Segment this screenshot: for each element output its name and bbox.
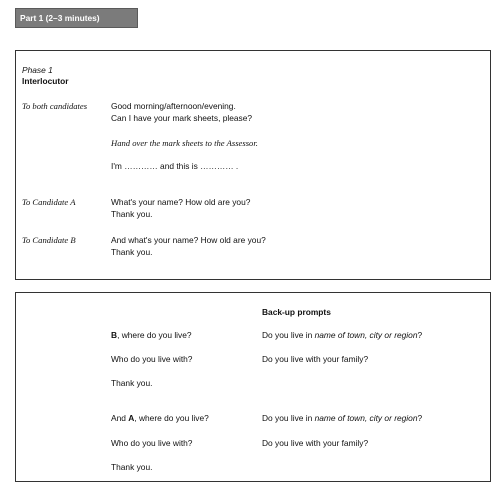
prompt-town-a <box>262 413 422 423</box>
thank-you-a: Thank you. <box>111 462 153 472</box>
candidate-b-thanks: Thank you. <box>111 247 153 257</box>
question-live-with-a: Who do you live with? <box>111 438 193 448</box>
addressee-both: To both candidates <box>22 101 88 111</box>
greeting-line: Good morning/afternoon/evening. <box>111 101 236 111</box>
candidate-b-letter: B <box>111 330 118 340</box>
candidate-a-letter: A <box>128 413 135 423</box>
question-where-live-b <box>111 330 192 340</box>
question-where-live-a <box>111 413 209 423</box>
backup-prompts-box <box>15 292 491 482</box>
question-text: , where do you live? <box>134 413 209 423</box>
prompt-text-end: ? <box>417 330 423 340</box>
intro-line: I'm ………… and this is ………… . <box>111 161 239 171</box>
addressee-candidate-b: To Candidate B <box>22 235 76 245</box>
prompt-text: Do you live in <box>262 330 315 340</box>
candidate-a-thanks: Thank you. <box>111 209 153 219</box>
mark-sheets-line: Can I have your mark sheets, please? <box>111 113 253 123</box>
candidate-a-question: What's your name? How old are you? <box>111 197 251 207</box>
prompt-family-a: Do you live with your family? <box>262 438 369 448</box>
backup-heading: Back-up prompts <box>262 307 331 317</box>
prompt-town-b <box>262 330 422 340</box>
prompt-text: Do you live in <box>262 413 315 423</box>
prompt-placeholder: name of town, city or region <box>314 330 418 340</box>
role-label: Interlocutor <box>22 76 69 86</box>
phase-label: Phase 1 <box>22 65 53 75</box>
phase-1-box <box>15 50 491 280</box>
prompt-text-end: ? <box>417 413 423 423</box>
question-text: , where do you live? <box>117 330 192 340</box>
candidate-b-question: And what's your name? How old are you? <box>111 235 266 245</box>
instruction-line: Hand over the mark sheets to the Assessor. <box>111 138 258 148</box>
prompt-family-b: Do you live with your family? <box>262 354 369 364</box>
question-prefix: And <box>111 413 129 423</box>
question-live-with-b: Who do you live with? <box>111 354 193 364</box>
addressee-candidate-a: To Candidate A <box>22 197 76 207</box>
part-header: Part 1 (2–3 minutes) <box>15 8 138 28</box>
prompt-placeholder: name of town, city or region <box>314 413 418 423</box>
thank-you-b: Thank you. <box>111 378 153 388</box>
